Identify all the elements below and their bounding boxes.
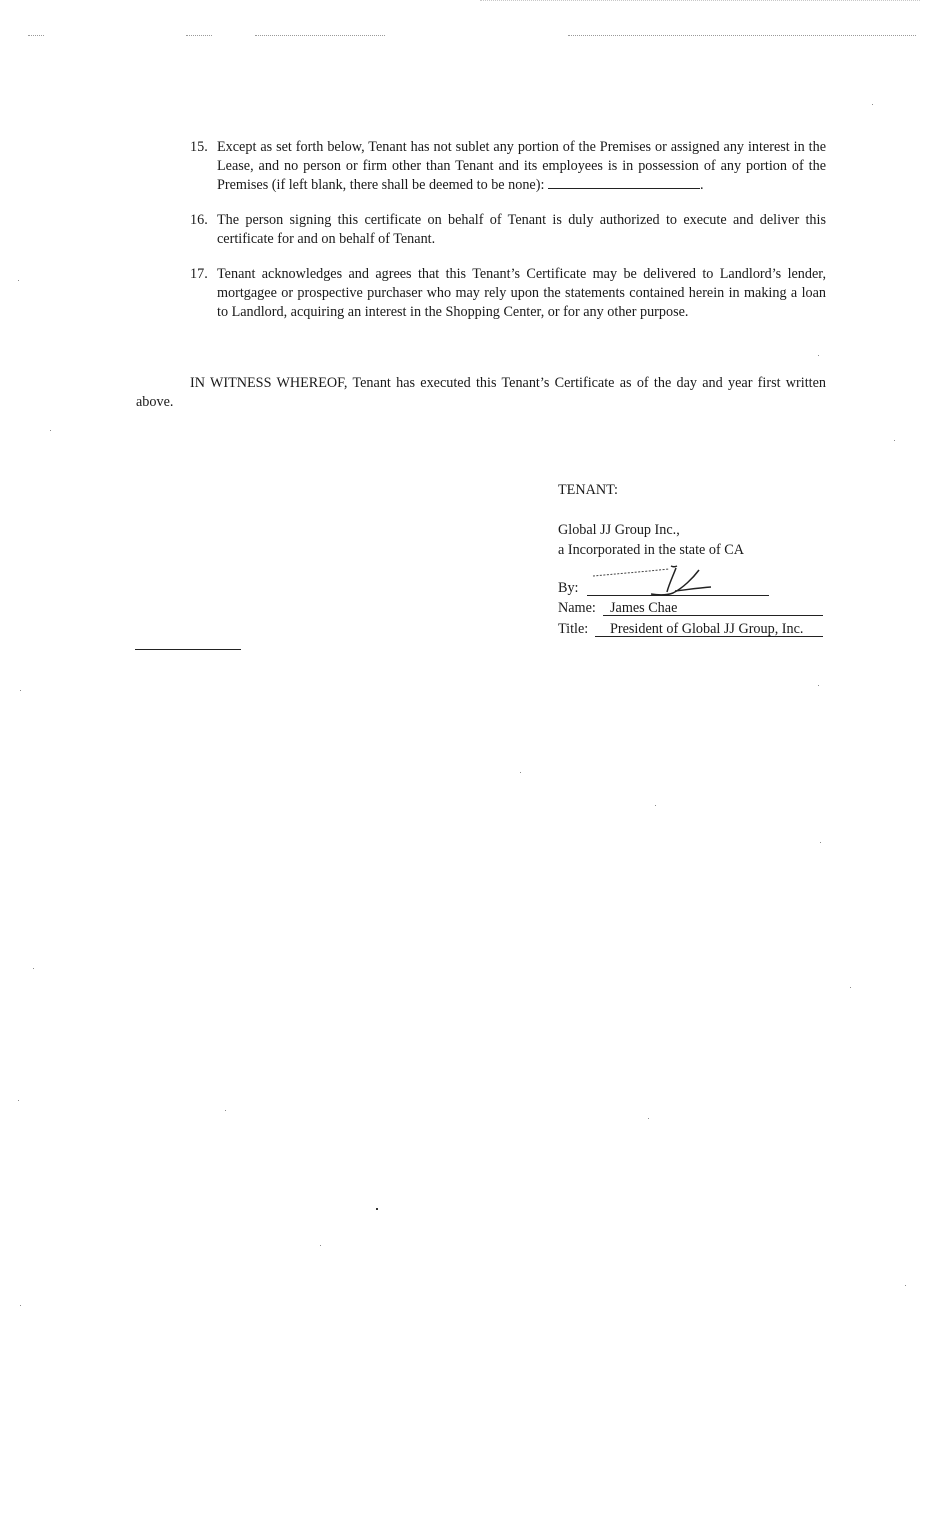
name-underline <box>603 615 823 616</box>
scan-speck <box>520 772 521 773</box>
scan-artifact-line <box>568 35 916 37</box>
scan-speck <box>20 690 21 691</box>
clause-number: 15. <box>190 139 208 155</box>
name-value: James Chae <box>610 600 678 616</box>
horizontal-rule <box>135 649 241 650</box>
witness-paragraph: IN WITNESS WHEREOF, Tenant has executed this Tenant’s Certificate as of the day and year first written above. <box>136 375 826 410</box>
clause-16 <box>190 211 826 249</box>
scan-speck <box>320 1245 321 1246</box>
scan-artifact-line <box>186 35 212 37</box>
scan-artifact-line <box>255 35 385 37</box>
title-value: President of Global JJ Group, Inc. <box>610 621 804 637</box>
scan-speck <box>820 842 821 843</box>
scan-speck <box>905 1285 906 1286</box>
scan-speck <box>50 430 51 431</box>
title-underline <box>595 636 823 637</box>
scan-speck <box>818 355 819 356</box>
scan-speck <box>376 1208 378 1210</box>
scan-speck <box>225 1110 226 1111</box>
clause-text: The person signing this certificate on behalf of Tenant is duly authorized to execute and deliver this certificate for and on behalf of Tenant. <box>217 212 826 247</box>
company-name: Global JJ Group Inc., <box>558 522 680 538</box>
scan-speck <box>894 440 895 441</box>
clause-text <box>217 138 826 195</box>
scan-speck <box>18 1100 19 1101</box>
by-label: By: <box>558 580 579 596</box>
scan-speck <box>872 104 873 105</box>
sublet-blank-line <box>548 176 700 189</box>
clause-text: Tenant acknowledges and agrees that this Tenant’s Certificate may be delivered to Landlord’s lender, mortgagee or prospective purchaser who may rely upon the statements contained herein in making a loan to Landlord, acquiring an interest in the Shopping Center, or for any other purpose. <box>217 266 826 320</box>
name-label: Name: <box>558 600 596 616</box>
scan-speck <box>648 1118 649 1119</box>
scan-speck <box>18 280 19 281</box>
clause-number: 17. <box>190 266 208 282</box>
scan-speck <box>20 1305 21 1306</box>
scan-speck <box>655 805 656 806</box>
clause-text-after-blank: . <box>699 177 704 193</box>
scan-speck <box>850 987 851 988</box>
title-label: Title: <box>558 621 589 637</box>
scan-speck <box>818 685 819 686</box>
incorporation-line: a Incorporated in the state of CA <box>558 542 744 558</box>
scan-speck <box>33 968 34 969</box>
handwritten-signature <box>585 562 725 602</box>
scan-artifact-line <box>28 35 44 37</box>
clause-15 <box>190 138 826 195</box>
clause-text-before-blank: Except as set forth below, Tenant has not sublet any portion of the Premises or assigned any interest in the Lease, and no person or firm other than Tenant and its employees is in possession of any portion of the Premises (if left blank, there shall be deemed to be none): <box>217 139 826 193</box>
clause-17 <box>190 265 826 322</box>
tenant-heading: TENANT: <box>558 482 618 498</box>
scan-artifact-line <box>480 0 920 2</box>
clause-number: 16. <box>190 212 208 228</box>
